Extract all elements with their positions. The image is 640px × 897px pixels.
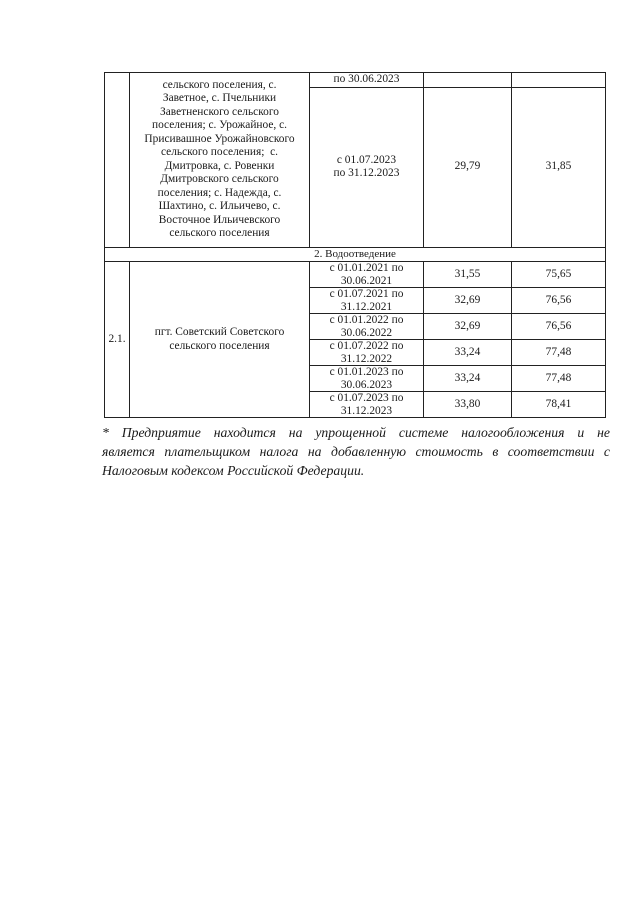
- period-cell: [310, 87, 424, 247]
- period-cell: [310, 340, 424, 366]
- value-cell: 77,48: [512, 366, 606, 392]
- footnote: [102, 423, 610, 480]
- value-cell: 75,65: [512, 262, 606, 288]
- value-cell: 77,48: [512, 340, 606, 366]
- area-line: сельского поселения, с.: [162, 78, 277, 91]
- value-cell: [512, 73, 606, 88]
- period-to: по 31.12.2023: [333, 167, 400, 179]
- period-to: 31.12.2022: [340, 352, 393, 365]
- value-cell: [424, 73, 512, 88]
- area-line: сельского поселения; с.: [160, 146, 279, 159]
- value-cell: 76,56: [512, 314, 606, 340]
- value-cell: 78,41: [512, 392, 606, 418]
- area-cell: [130, 73, 310, 248]
- period-from: с 01.07.2022 по: [329, 340, 404, 352]
- area-line: Заветное, с. Пчельники: [162, 92, 277, 105]
- value-cell: 31,55: [424, 262, 512, 288]
- footnote-line: * Предприятие находится на упрощенной системе налогообложения и не: [102, 425, 610, 440]
- period-from: с 01.01.2021 по: [329, 262, 404, 274]
- area-line: Присивашное Урожайновского: [144, 132, 295, 145]
- area-line: поселения; с. Надежда, с.: [157, 186, 282, 199]
- section-title: 2. Водоотведение: [105, 247, 606, 262]
- footnote-line: является плательщиком налога на добавленную стоимость в соответствии с: [102, 444, 610, 459]
- period-cell: [310, 314, 424, 340]
- period-cell: по 30.06.2023: [310, 73, 424, 88]
- period-from: с 01.07.2021 по: [329, 288, 404, 300]
- area-line: Шахтино, с. Ильичево, с.: [158, 200, 281, 213]
- area-line: Заветненского сельского: [160, 105, 279, 118]
- value-cell: 33,24: [424, 340, 512, 366]
- value-cell: 32,69: [424, 288, 512, 314]
- period-cell: [310, 366, 424, 392]
- period-to: 30.06.2021: [340, 274, 393, 287]
- value-cell: 33,24: [424, 366, 512, 392]
- table-row: [105, 262, 606, 288]
- area-line: пгт. Советский Советского: [154, 326, 285, 338]
- area-line: сельского поселения: [169, 339, 270, 352]
- period-cell: [310, 392, 424, 418]
- period-to: 30.06.2022: [340, 326, 393, 339]
- section-row: [105, 247, 606, 262]
- value-cell: 32,69: [424, 314, 512, 340]
- number-cell: 2.1.: [105, 262, 130, 418]
- period-from: с 01.07.2023: [336, 153, 397, 166]
- area-line: Дмитровского сельского: [160, 173, 279, 186]
- area-line: сельского поселения: [169, 227, 270, 240]
- period-cell: [310, 288, 424, 314]
- period-from: с 01.01.2022 по: [329, 314, 404, 326]
- tariff-table: [104, 72, 606, 418]
- period-from: с 01.07.2023 по: [329, 392, 404, 404]
- period-to: 31.12.2023: [340, 404, 393, 417]
- value-cell: 29,79: [424, 87, 512, 247]
- footnote-line: Налоговым кодексом Российской Федерации.: [102, 463, 365, 478]
- table-row: [105, 73, 606, 88]
- value-cell: 33,80: [424, 392, 512, 418]
- area-cell: [130, 262, 310, 418]
- period-from: с 01.01.2023 по: [329, 366, 404, 378]
- number-cell: [105, 73, 130, 248]
- period-to: 30.06.2023: [340, 378, 393, 391]
- area-line: Восточное Ильичевского: [158, 213, 281, 226]
- area-line: поселения; с. Урожайное, с.: [151, 119, 288, 132]
- period-to: 31.12.2021: [340, 300, 393, 313]
- value-cell: 76,56: [512, 288, 606, 314]
- value-cell: 31,85: [512, 87, 606, 247]
- area-line: Дмитровка, с. Ровенки: [164, 159, 275, 172]
- period-cell: [310, 262, 424, 288]
